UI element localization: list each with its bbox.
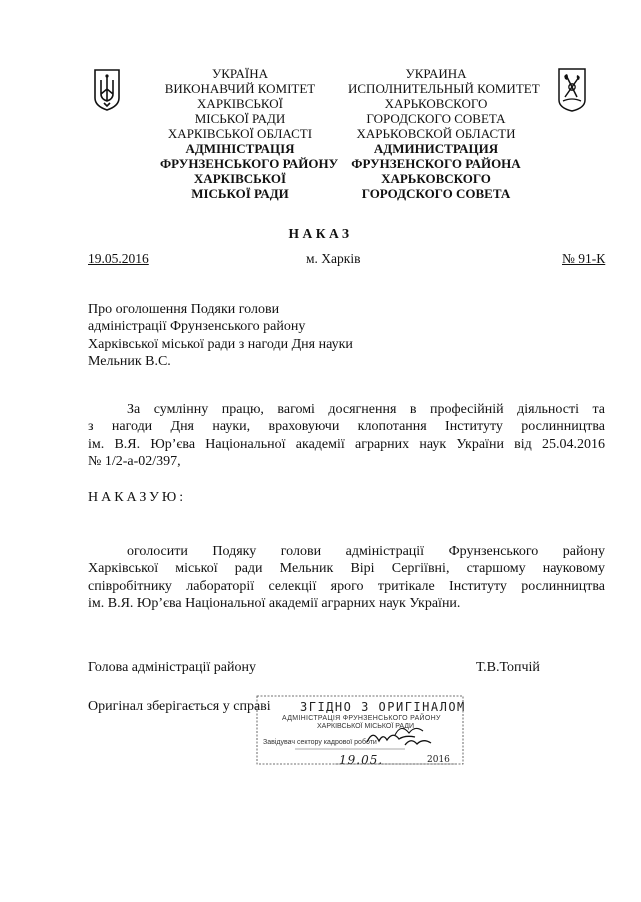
stamp-date: 19.05. xyxy=(339,753,384,767)
document-number: № 91-К xyxy=(562,251,606,266)
order-paragraph xyxy=(88,543,605,613)
order-line: Харківської міської ради Мельник Вірі Сергіївні, старшому науковому xyxy=(88,561,605,577)
certification-stamp xyxy=(255,693,467,767)
preamble-paragraph xyxy=(88,401,605,471)
document-subject xyxy=(88,301,353,371)
preamble-line: з нагоди Дня науки, враховуючи клопотання Інституту рослинництва xyxy=(88,419,605,435)
kharkiv-city-emblem-icon xyxy=(557,67,587,113)
preamble-line: ім. В.Я. Юр’єва Національної академії аграрних наук України від 25.04.2016 xyxy=(88,436,605,452)
header-ru-bold-line: АДМИНИСТРАЦИЯ xyxy=(373,141,499,156)
signatory-name: Т.В.Топчій xyxy=(476,660,540,675)
header-ru-bold-line: ГОРОДСКОГО СОВЕТА xyxy=(361,186,511,201)
header-ua-bold-line: ФРУНЗЕНСЬКОГО РАЙОНУ xyxy=(160,156,339,171)
stamp-org-line: ХАРКІВСЬКОЇ МІСЬКОЇ РАДИ xyxy=(317,723,415,730)
coat-of-arms-ukraine-icon xyxy=(92,68,122,112)
header-ukrainian xyxy=(160,66,339,201)
header-ua-bold-line: АДМІНІСТРАЦІЯ xyxy=(185,141,295,156)
stamp-heading: ЗГІДНО З ОРИГІНАЛОМ xyxy=(300,700,466,714)
document-title: НАКАЗ xyxy=(288,226,353,241)
header-ua-line: ВИКОНАВЧИЙ КОМІТЕТ xyxy=(164,81,316,96)
document-city: м. Харків xyxy=(306,251,361,266)
subject-line: Про оголошення Подяки голови xyxy=(88,302,280,317)
header-ru-line: ИСПОЛНИТЕЛЬНЫЙ КОМИТЕТ xyxy=(348,81,540,96)
header-ru-line: ГОРОДСКОГО СОВЕТА xyxy=(366,111,506,126)
stamp-year: 2016 xyxy=(427,755,450,765)
header-russian xyxy=(348,66,540,201)
order-line: ім. В.Я. Юр’єва Національної академії аграрних наук України. xyxy=(88,596,461,612)
order-line: оголосити Подяку голови адміністрації Фрунзенського району xyxy=(127,544,605,559)
header-ru-line: УКРАИНА xyxy=(405,66,467,81)
header-ua-line: МІСЬКОЇ РАДИ xyxy=(194,111,286,126)
subject-line: Мельник В.С. xyxy=(88,354,171,370)
order-keyword: НАКАЗУЮ: xyxy=(88,490,187,505)
document-date: 19.05.2016 xyxy=(88,251,149,266)
preamble-line: За сумлінну працю, вагомі досягнення в професійній діяльності та xyxy=(127,402,605,417)
signatory-title: Голова адміністрації району xyxy=(88,660,256,675)
header-ru-bold-line: ФРУНЗЕНСКОГО РАЙОНА xyxy=(351,156,521,171)
order-line: співробітнику лабораторії селекції ярого тритікале Інституту рослинництва xyxy=(88,578,605,594)
subject-line: адміністрації Фрунзенського району xyxy=(88,319,306,335)
header-ua-bold-line: МІСЬКОЇ РАДИ xyxy=(191,186,289,201)
preamble-line: № 1/2-а-02/397, xyxy=(88,454,181,470)
stamp-position-line: Завідувач сектору кадрової роботи xyxy=(263,739,377,746)
header-ru-line: ХАРЬКОВСКОГО xyxy=(384,96,488,111)
stamp-org-line: АДМІНІСТРАЦІЯ ФРУНЗЕНСЬКОГО РАЙОНУ xyxy=(282,715,441,722)
header-ua-line: ХАРКІВСЬКОЇ xyxy=(197,96,283,111)
subject-line: Харківської міської ради з нагоди Дня науки xyxy=(88,336,353,352)
header-ru-bold-line: ХАРЬКОВСКОГО xyxy=(381,171,491,186)
header-ua-line: ХАРКІВСЬКОЇ ОБЛАСТІ xyxy=(167,126,313,141)
header-ua-bold-line: ХАРКІВСЬКОЇ xyxy=(193,171,287,186)
original-storage-note: Оригінал зберігається у справі xyxy=(88,699,271,714)
header-ua-line: УКРАЇНА xyxy=(212,66,268,81)
header-ru-line: ХАРЬКОВСКОЙ ОБЛАСТИ xyxy=(356,126,516,141)
